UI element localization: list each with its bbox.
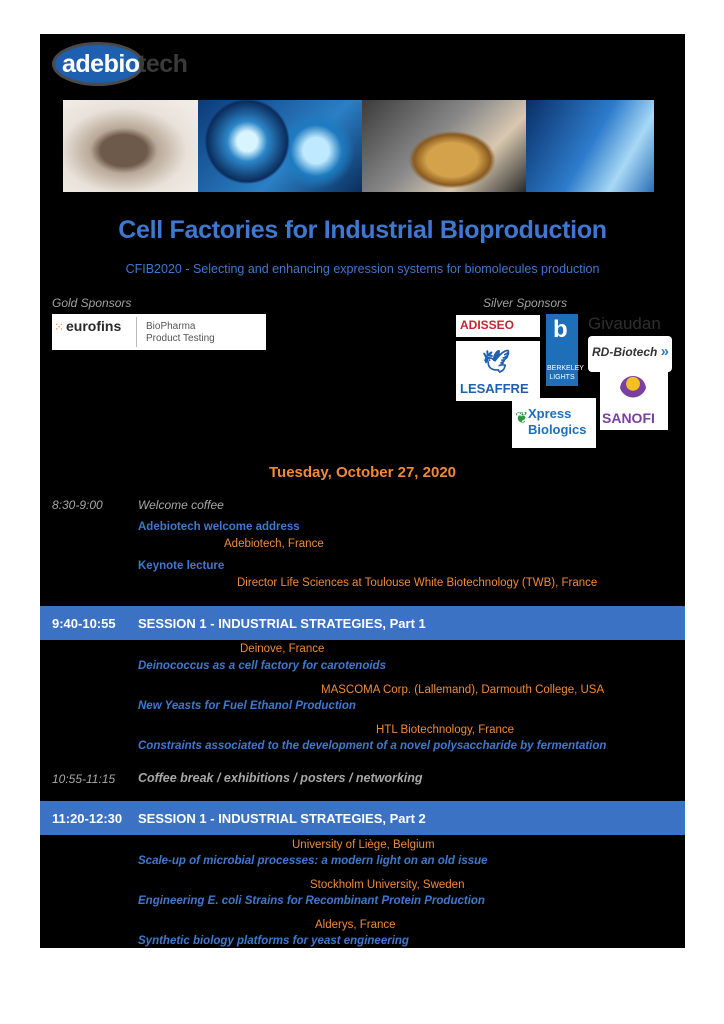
page-title: Cell Factories for Industrial Bioproduction [118, 216, 607, 244]
eurofins-line1: BioPharma [146, 321, 196, 332]
session-1-name: SESSION 1 - INDUSTRIAL STRATEGIES, Part 1 [138, 616, 426, 631]
logo-text-part2: tech [138, 50, 188, 78]
berkeley-line1: BERKELEY [547, 365, 584, 372]
talk-org: Stockholm University, Sweden [310, 879, 465, 891]
talk-title: Constraints associated to the development of a novel polysaccharide by fermentation [138, 740, 607, 752]
keynote-label: Keynote lecture [138, 560, 225, 572]
adebiotech-logo [52, 38, 188, 90]
bird-icon: 🕊 [482, 349, 510, 374]
silver-sponsors-label: Silver Sponsors [483, 296, 568, 310]
talk-title: Deinococcus as a cell factory for carotenoids [138, 660, 386, 672]
welcome-coffee: Welcome coffee [138, 498, 224, 512]
eurofins-divider [136, 317, 137, 347]
eurofins-logo [52, 314, 266, 350]
break-text: Coffee break / exhibitions / posters / networking [138, 771, 423, 785]
sanofi-logo [600, 372, 668, 430]
keynote-org: Director Life Sciences at Toulouse White Biotechnology (TWB), France [237, 577, 598, 589]
rd-biotech-name: RD-Biotech [592, 345, 658, 359]
chevrons-icon: » [660, 343, 669, 360]
session-1-time: 9:40-10:55 [52, 616, 116, 631]
banner-photo-cells [198, 100, 362, 192]
lesaffre-name: LESAFFRE [460, 381, 529, 396]
event-date: Tuesday, October 27, 2020 [268, 464, 457, 481]
talk-org: HTL Biotechnology, France [376, 724, 515, 736]
berkeley-line2: LIGHTS [549, 374, 575, 381]
berkeley-text [547, 364, 584, 382]
logo-text-part1: adebio [62, 50, 140, 78]
berkeley-lights-logo [546, 314, 584, 386]
page-subtitle: CFIB2020 - Selecting and enhancing expression systems for biomolecules production [125, 262, 600, 276]
banner-photo-petri-dish [362, 100, 526, 192]
lesaffre-logo [456, 341, 540, 401]
leaf-icon: ❦ [515, 410, 529, 427]
berkeley-mark: b [553, 316, 568, 343]
talk-org: MASCOMA Corp. (Lallemand), Darmouth College, USA [321, 684, 605, 696]
eurofins-dots-icon: ⁙ [54, 320, 65, 334]
givaudan-logo: Givaudan [588, 314, 661, 333]
xpress-line1: Xpress [528, 406, 572, 421]
rd-biotech-logo [588, 336, 672, 372]
gold-sponsors-label: Gold Sponsors [52, 296, 132, 310]
sanofi-mark-icon [620, 376, 646, 402]
welcome-time: 8:30-9:00 [52, 498, 103, 512]
talk-org: University of Liège, Belgium [292, 839, 435, 851]
talk-title: New Yeasts for Fuel Ethanol Production [138, 700, 356, 712]
sanofi-name: SANOFI [602, 410, 655, 426]
session-1-header [40, 606, 685, 640]
banner-photo-vial [526, 100, 654, 192]
eurofins-line2: Product Testing [146, 333, 215, 344]
talk-org: Alderys, France [315, 919, 396, 931]
session-2-header [40, 801, 685, 835]
talk-title: Synthetic biology platforms for yeast engineering [138, 935, 409, 947]
talk-title: Scale-up of microbial processes: a modern light on an old issue [138, 855, 488, 867]
talk-org: Deinove, France [240, 643, 325, 655]
adisseo-name: ADISSEO [460, 318, 515, 332]
program-page [40, 34, 685, 948]
xpress-line2: Biologics [528, 422, 587, 437]
session-2-name: SESSION 1 - INDUSTRIAL STRATEGIES, Part 2 [138, 811, 426, 826]
welcome-address-org: Adebiotech, France [224, 538, 324, 550]
banner-photo-hamster [63, 100, 198, 192]
eurofins-name: eurofins [66, 318, 122, 334]
break-time: 10:55-11:15 [52, 772, 116, 786]
xpress-biologics-logo [512, 398, 596, 448]
welcome-address: Adebiotech welcome address [138, 521, 300, 533]
session-2-time: 11:20-12:30 [52, 811, 123, 826]
talk-title: Engineering E. coli Strains for Recombinant Protein Production [138, 895, 485, 907]
adisseo-logo [456, 315, 540, 337]
